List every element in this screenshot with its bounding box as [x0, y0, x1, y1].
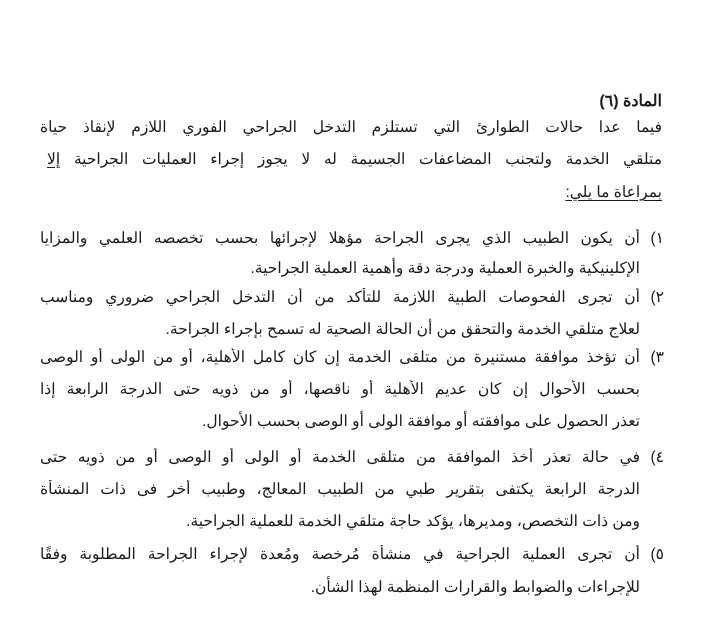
item-2-number: ٢): [650, 289, 664, 306]
item-3-number: ٣): [650, 349, 664, 366]
item-4-line-1: في حالة تعذر أخذ الموافقة من متلقى الخدمة أو الولى أو الوصى أو من ذويه حتى: [40, 449, 640, 466]
item-1-line-1: أن يكون الطبيب الذي يجرى الجراحة مؤهلا لإجرائها بحسب تخصصه العلمي والمزايا: [40, 230, 640, 247]
item-3-line-1: أن تؤخذ موافقة مستنيرة من متلقى الخدمة إن كان كامل الأهلية، أو من الولى أو الوصى: [40, 349, 640, 366]
item-5-number: ٥): [650, 546, 664, 563]
article-heading: المادة (٦): [599, 93, 662, 110]
item-5-line-2: للإجراءات والضوابط والقرارات المنظمة لهذا الشأن.: [310, 579, 640, 596]
intro-line-3: بمراعاة ما يلي:: [565, 184, 662, 201]
item-1-line-2: الإكلينيكية والخبرة العملية ودرجة دقة وأهمية العملية الجراحية.: [250, 260, 640, 277]
item-4-number: ٤): [650, 449, 664, 466]
item-1-number: ١): [650, 230, 664, 247]
item-3-line-2: بحسب الأحوال إن كان عديم الأهلية أو ناقصها، أو من ذويه حتى الدرجة الرابعة إذا: [40, 381, 640, 398]
item-2-line-2: لعلاج متلقي الخدمة والتحقق من أن الحالة الصحية له تسمح بإجراء الجراحة.: [165, 321, 640, 338]
intro-line-2: [47, 150, 662, 172]
intro-line-2-text: متلقي الخدمة ولتجنب المضاعفات الجسيمة له لا يجوز إجراء العمليات الجراحية: [73, 151, 662, 168]
item-4-line-3: ومن ذات التخصص، ومديرها، يؤكد حاجة متلقي الخدمة للعملية الجراحية.: [186, 513, 640, 530]
item-2-line-1: أن تجرى الفحوصات الطبية اللازمة للتأكد من أن التدخل الجراحي ضروري ومناسب: [40, 289, 640, 306]
item-4-line-2: الدرجة الرابعة يكتفى بتقرير طبي من الطبيب المعالج، وطبيب أخر فى ذات المنشأة: [40, 481, 640, 498]
intro-line-1: فيما عدا حالات الطوارئ التي تستلزم التدخل الجراحي الفوري اللازم لإنقاذ حياة: [40, 119, 662, 136]
item-5-line-1: أن تجرى العملية الجراحية في منشأة مُرخصة ومُعدة لإجراء الجراحة المطلوبة وفقًا: [40, 546, 640, 563]
intro-except-underlined: إلا: [47, 151, 61, 168]
item-3-line-3: تعذر الحصول على موافقته أو موافقة الولى أو الوصى بحسب الأحوال.: [202, 413, 640, 430]
